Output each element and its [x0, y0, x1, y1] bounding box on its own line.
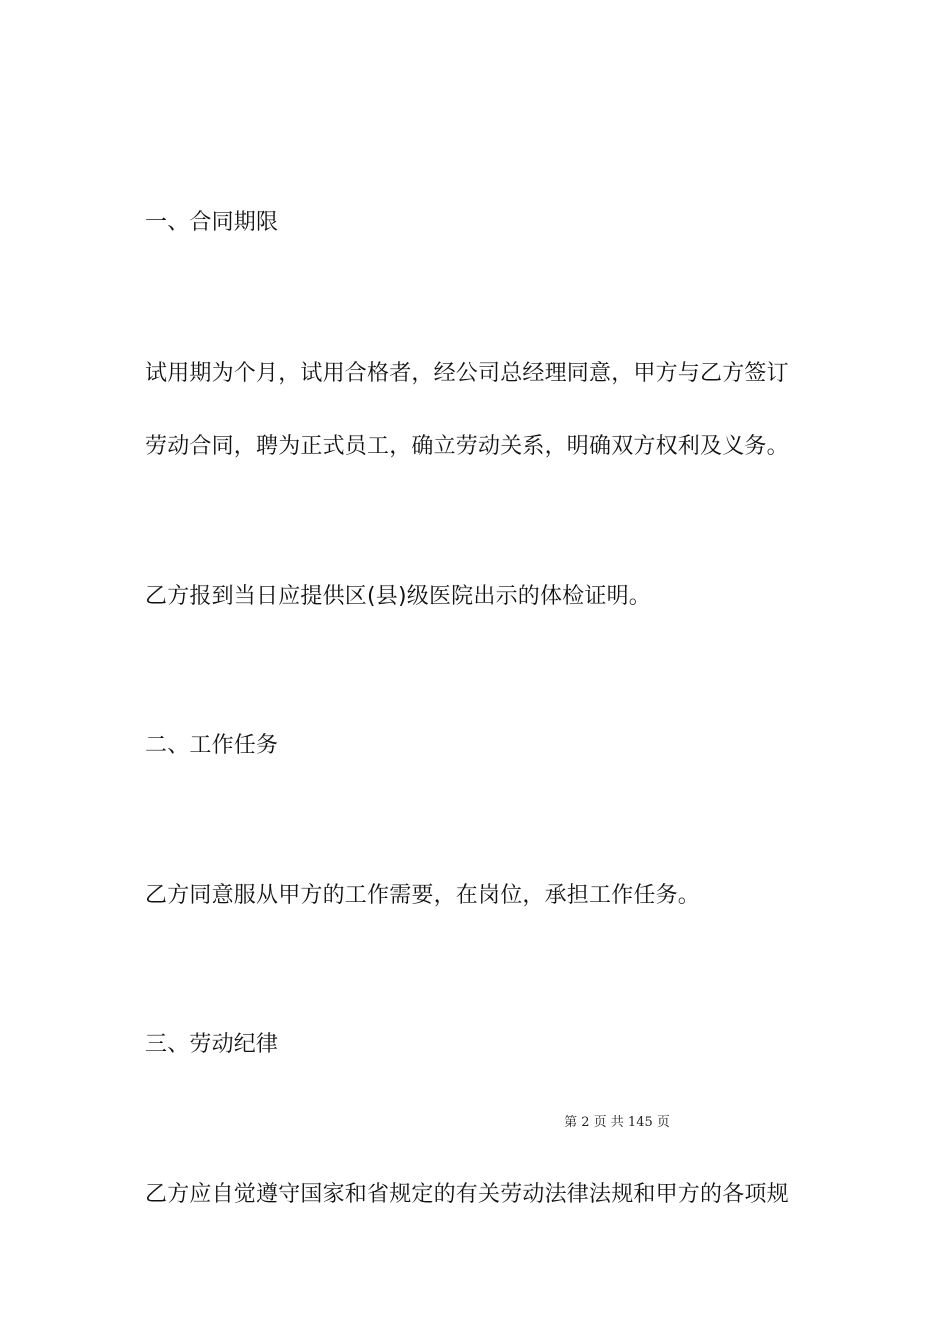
paragraph-line: 乙方应自觉遵守国家和省规定的有关劳动法律法规和甲方的各项规 — [145, 1182, 789, 1207]
paragraph-line: 劳动合同，聘为正式员工，确立劳动关系，明确双方权利及义务。 — [145, 434, 789, 459]
section-heading-work-tasks: 二、工作任务 — [145, 733, 279, 758]
page-number-footer: 第 2 页 共 145 页 — [564, 1115, 670, 1130]
section-heading-contract-term: 一、合同期限 — [145, 210, 279, 235]
section-heading-labor-discipline: 三、劳动纪律 — [145, 1032, 279, 1057]
paragraph-line: 试用期为个月，试用合格者，经公司总经理同意，甲方与乙方签订 — [145, 361, 789, 386]
paragraph-line: 乙方同意服从甲方的工作需要，在岗位，承担工作任务。 — [145, 883, 701, 908]
paragraph-line: 乙方报到当日应提供区(县)级医院出示的体检证明。 — [145, 584, 651, 609]
